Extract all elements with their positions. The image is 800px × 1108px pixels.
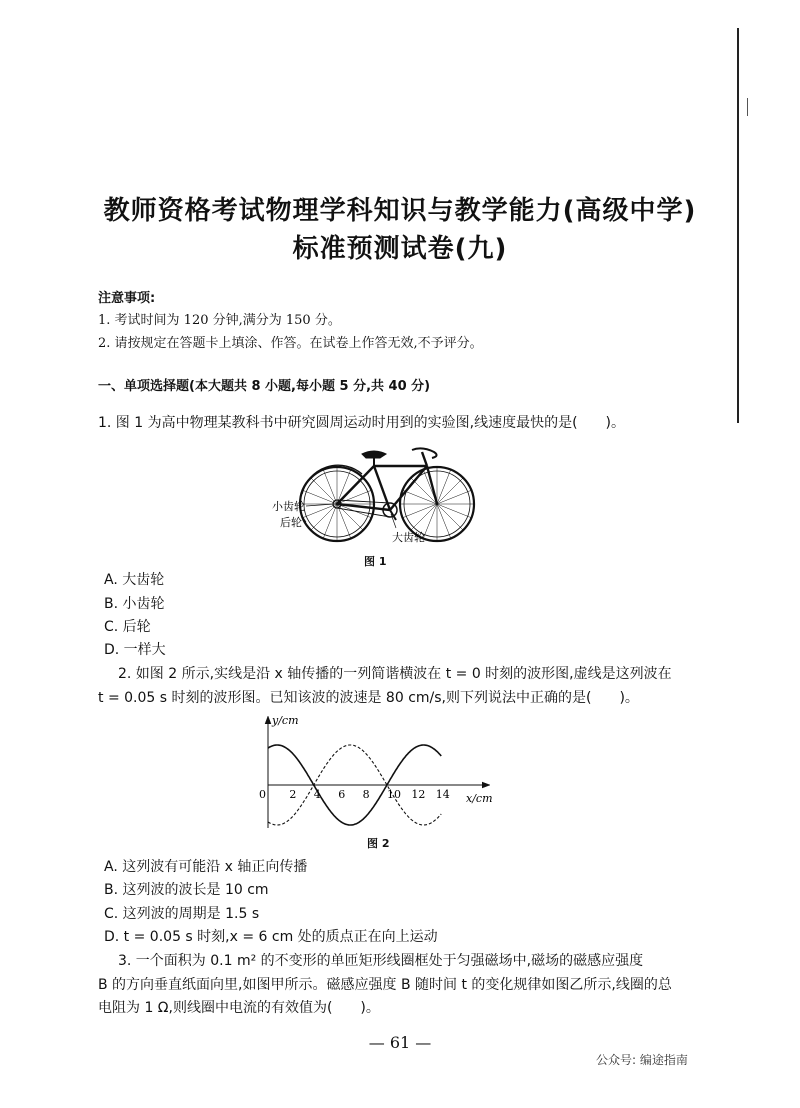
label-rear-wheel: 后轮	[280, 516, 302, 529]
page-subtitle: 标准预测试卷(九)	[292, 234, 508, 264]
q1-option-b: B. 小齿轮	[104, 596, 165, 612]
x-tick-label: 2	[289, 788, 297, 801]
bicycle-figure	[262, 444, 492, 550]
q1-option-a: A. 大齿轮	[104, 572, 165, 588]
notice-item-1: 1. 考试时间为 120 分钟,满分为 150 分。	[98, 313, 341, 328]
q2-option-c: C. 这列波的周期是 1.5 s	[104, 906, 260, 922]
notice-heading: 注意事项:	[98, 291, 156, 306]
figure-2-caption: 图 2	[367, 837, 390, 850]
page-number: — 61 —	[368, 1033, 432, 1052]
question-2-stem-line2: t = 0.05 s 时刻的波形图。已知该波的波速是 80 cm/s,则下列说法中正确的是( )。	[98, 690, 639, 706]
q1-option-c: C. 后轮	[104, 619, 151, 635]
question-3-line3: 电阻为 1 Ω,则线圈中电流的有效值为( )。	[98, 1000, 380, 1016]
question-3-line2: B 的方向垂直纸面向里,如图甲所示。磁感应强度 B 随时间 t 的变化规律如图乙所示,线圈的总	[98, 977, 672, 993]
question-1-stem: 1. 图 1 为高中物理某教科书中研究圆周运动时用到的实验图,线速度最快的是( )。	[98, 415, 625, 431]
question-2-stem-line1: 2. 如图 2 所示,实线是沿 x 轴传播的一列简谐横波在 t = 0 时刻的波形图,虚线是这列波在	[118, 666, 672, 682]
x-tick-label: 4	[313, 788, 321, 801]
x-tick-label: 10	[387, 788, 401, 801]
label-large-gear: 大齿轮	[392, 531, 425, 544]
q2-option-a: A. 这列波有可能沿 x 轴正向传播	[104, 859, 308, 875]
question-3-line1: 3. 一个面积为 0.1 m² 的不变形的单匝矩形线圈框处于匀强磁场中,磁场的磁感应强度	[118, 953, 644, 969]
y-axis-label: y/cm	[272, 714, 299, 727]
q2-option-d: D. t = 0.05 s 时刻,x = 6 cm 处的质点正在向上运动	[104, 929, 438, 945]
x-axis-label: x/cm	[466, 792, 493, 805]
x-tick-label: 14	[435, 788, 450, 801]
wave-figure	[240, 710, 510, 835]
scan-edge-mark	[747, 98, 748, 116]
x-tick-label: 8	[362, 788, 370, 801]
x-tick-label: 12	[411, 788, 426, 801]
notice-item-2: 2. 请按规定在答题卡上填涂、作答。在试卷上作答无效,不予评分。	[98, 336, 483, 351]
x-tick-label: 6	[338, 788, 346, 801]
label-small-gear: 小齿轮	[272, 500, 305, 513]
section-heading: 一、单项选择题(本大题共 8 小题,每小题 5 分,共 40 分)	[98, 379, 431, 394]
origin-label: 0	[259, 788, 266, 801]
q2-option-b: B. 这列波的波长是 10 cm	[104, 882, 269, 898]
watermark: 公众号: 编途指南	[596, 1053, 688, 1067]
page-title: 教师资格考试物理学科知识与教学能力(高级中学)	[103, 196, 697, 226]
figure-1-caption: 图 1	[364, 555, 387, 568]
q1-option-d: D. 一样大	[104, 642, 166, 658]
